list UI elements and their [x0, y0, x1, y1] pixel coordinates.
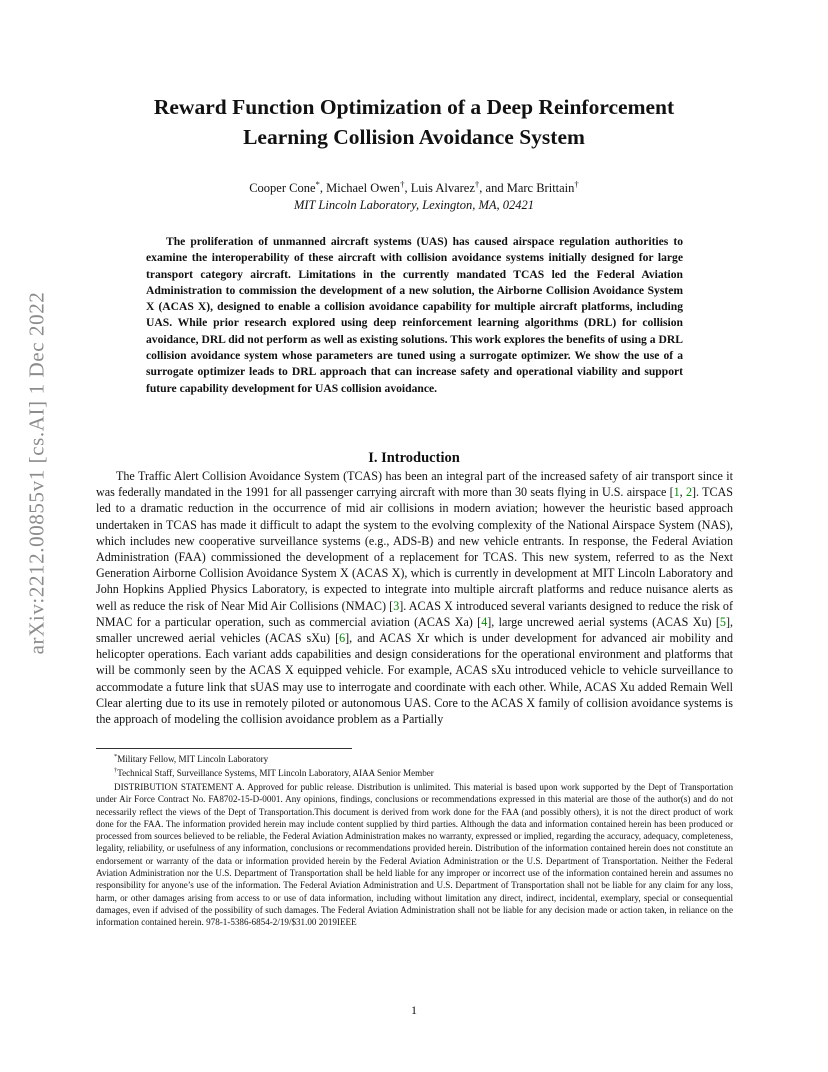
page-number: 1 [411, 1003, 417, 1017]
section-heading: I. Introduction [368, 450, 460, 466]
author-mark: † [474, 178, 480, 189]
title-line: Learning Collision Avoidance System [243, 125, 585, 149]
footnote [96, 753, 733, 765]
abstract: The proliferation of unmanned aircraft systems (UAS) has caused airspace regulation authorities to examine the interoperability of these aircraft with collision avoidance systems initially designed for large transport category aircraft. Limitations in the currently mandated TCAS led the Federal Aviation Administration to commission the development of a new solution, the Airborne Collision Avoidance System X (ACAS X), designed to enable a collision avoidance capability for multiple aircraft platforms, including UAS. While prior research explored using deep reinforcement learning algorithms (DRL) for collision avoidance, DRL did not perform as well as existing solutions. This work explores the benefits of using a DRL collision avoidance system whose parameters are tuned using a surrogate optimizer. We show the use of a surrogate optimizer leads to DRL approach that can increase safety and operational viability and support future capability development for UAS collision avoidance. [146, 235, 683, 395]
citation-link[interactable]: 4 [481, 614, 488, 629]
body-text: The Traffic Alert Collision Avoidance System (TCAS) has been an integral part of the increased safety of air transport since it was federally mandated in the 1991 for all passenger carrying aircraft with more than 30 seats flying in U.S. airspace [ [96, 469, 733, 500]
body-text: ]. TCAS led to a dramatic reduction in the occurrence of mid air collisions in modern aviation; however the heuristic based approach undertaken in TCAS has made it difficult to adapt the system to the evolving complexity of the National Airspace System (NAS), which includes new cooperative surveillance systems (e.g., ADS-B) and new vehicle entrants. In response, the Federal Aviation Administration (FAA) commissioned the development of a replacement for TCAS. This new system, referred to as the Next Generation Airborne Collision Avoidance System X (ACAS X), which is currently in development at MIT Lincoln Laboratory and John Hopkins Applied Physics Laboratory, is expected to integrate into multiple aircraft platforms and reduce nuisance alerts as well as reduce the risk of Near Mid Air Collisions (NMAC) [ [96, 485, 733, 613]
author-mark: † [400, 178, 405, 189]
body-text: ]. ACAS X introduced several variants designed to reduce the risk of NMAC for a particular operation, such as commercial aviation (ACAS Xa) [ [96, 598, 733, 629]
author-separator: , [404, 181, 411, 195]
author-name: Cooper Cone [249, 181, 316, 195]
author-mark: † [574, 178, 579, 189]
author-name: Marc Brittain [506, 181, 575, 195]
citation-link[interactable]: 5 [719, 614, 726, 629]
body-text: , [679, 485, 686, 500]
citation-link[interactable]: 3 [393, 598, 400, 613]
footnote-text: DISTRIBUTION STATEMENT A. Approved for public release. Distribution is unlimited. This material is based upon work supported by the Dept of Transportation under Air Force Contract No. FA8702-15-D-0001. Any opinions, findings, conclusions or recommendations expressed in this material are those of the author(s) and do not necessarily reflect the views of the Dept of Transportation.This document is derived from work done for the FAA (and possibly others), it is not the direct product of work done for the FAA. The information provided herein may include content supplied by third parties. Although the data and information contained herein has been produced or processed from sources believed to be reliable, the Federal Aviation Administration makes no warranty, expressed or implied, regarding the accuracy, adequacy, completeness, legality, reliability, or usefulness of any information, conclusions or recommendations provided herein. Distribution of the information contained herein does not constitute an endorsement or warranty of the data or information provided herein by the Federal Aviation Administration or the U.S. Department of Transportation. Neither the Federal Aviation Administration nor the U.S. Department of Transportation shall be held liable for any improper or incorrect use of the information contained herein and assumes no responsibility for anyone’s use of the information. The Federal Aviation Administration and U.S. Department of Transportation shall not be liable for any claim for any loss, harm, or other damages arising from access to or use of data information, including without limitation any direct, indirect, incidental, exemplary, special or consequential damages, even if advised of the possibility of such damages. The Federal Aviation Administration shall not be liable for any decision made or action taken, in reliance on the information contained herein. 978-1-5386-6854-2/19/$31.00 2019IEEE [96, 782, 733, 928]
arxiv-identifier-text: arXiv:2212.00855v1 [cs.AI] 1 Dec 2022 [24, 291, 49, 655]
footnote-text: Military Fellow, MIT Lincoln Laboratory [117, 754, 269, 764]
paper-title [96, 92, 732, 152]
author-name: Michael Owen [326, 181, 401, 195]
footnote-distribution-statement [96, 781, 733, 929]
author-mark: * [315, 178, 320, 189]
footnote-mark: † [114, 766, 118, 774]
affiliation: MIT Lincoln Laboratory, Lexington, MA, 02421 [293, 198, 535, 212]
footnote-divider [96, 748, 352, 749]
author-separator: , [319, 181, 327, 195]
citation-link[interactable]: 2 [685, 485, 692, 500]
body-text: ], large uncrewed aerial systems (ACAS Xu) [ [487, 614, 720, 629]
author-list [96, 180, 732, 197]
body-text: ], smaller uncrewed aerial vehicles (ACAS sXu) [ [96, 614, 733, 646]
author-separator: , and [479, 181, 507, 195]
citation-link[interactable]: 1 [673, 485, 680, 500]
footnote-text: Technical Staff, Surveillance Systems, MIT Lincoln Laboratory, AIAA Senior Member [117, 768, 434, 778]
footnote-mark: * [114, 752, 118, 760]
footnote [96, 767, 733, 779]
author-name: Luis Alvarez [410, 181, 475, 195]
title-line: Reward Function Optimization of a Deep Reinforcement [153, 95, 675, 119]
citation-link[interactable]: 6 [339, 631, 346, 646]
intro-paragraph [96, 468, 733, 727]
arxiv-identifier [21, 291, 53, 655]
body-text: ], and ACAS Xr which is under development for advanced air mobility and helicopter operations. Each variant adds capabilities and design considerations for the operational environment and platforms that will be commonly seen by the ACAS X equipped vehicle. For example, ACAS sXu introduced vehicle to vehicle surveillance to accommodate a future link that sUAS may use to interrogate and coordinate with each other. While, ACAS Xu added Remain Well Clear alerting due to its use in remotely piloted or autonomous UAS. Core to the ACAS X family of collision avoidance systems is the approach of modeling the collision avoidance problem as a Partially [96, 631, 734, 727]
